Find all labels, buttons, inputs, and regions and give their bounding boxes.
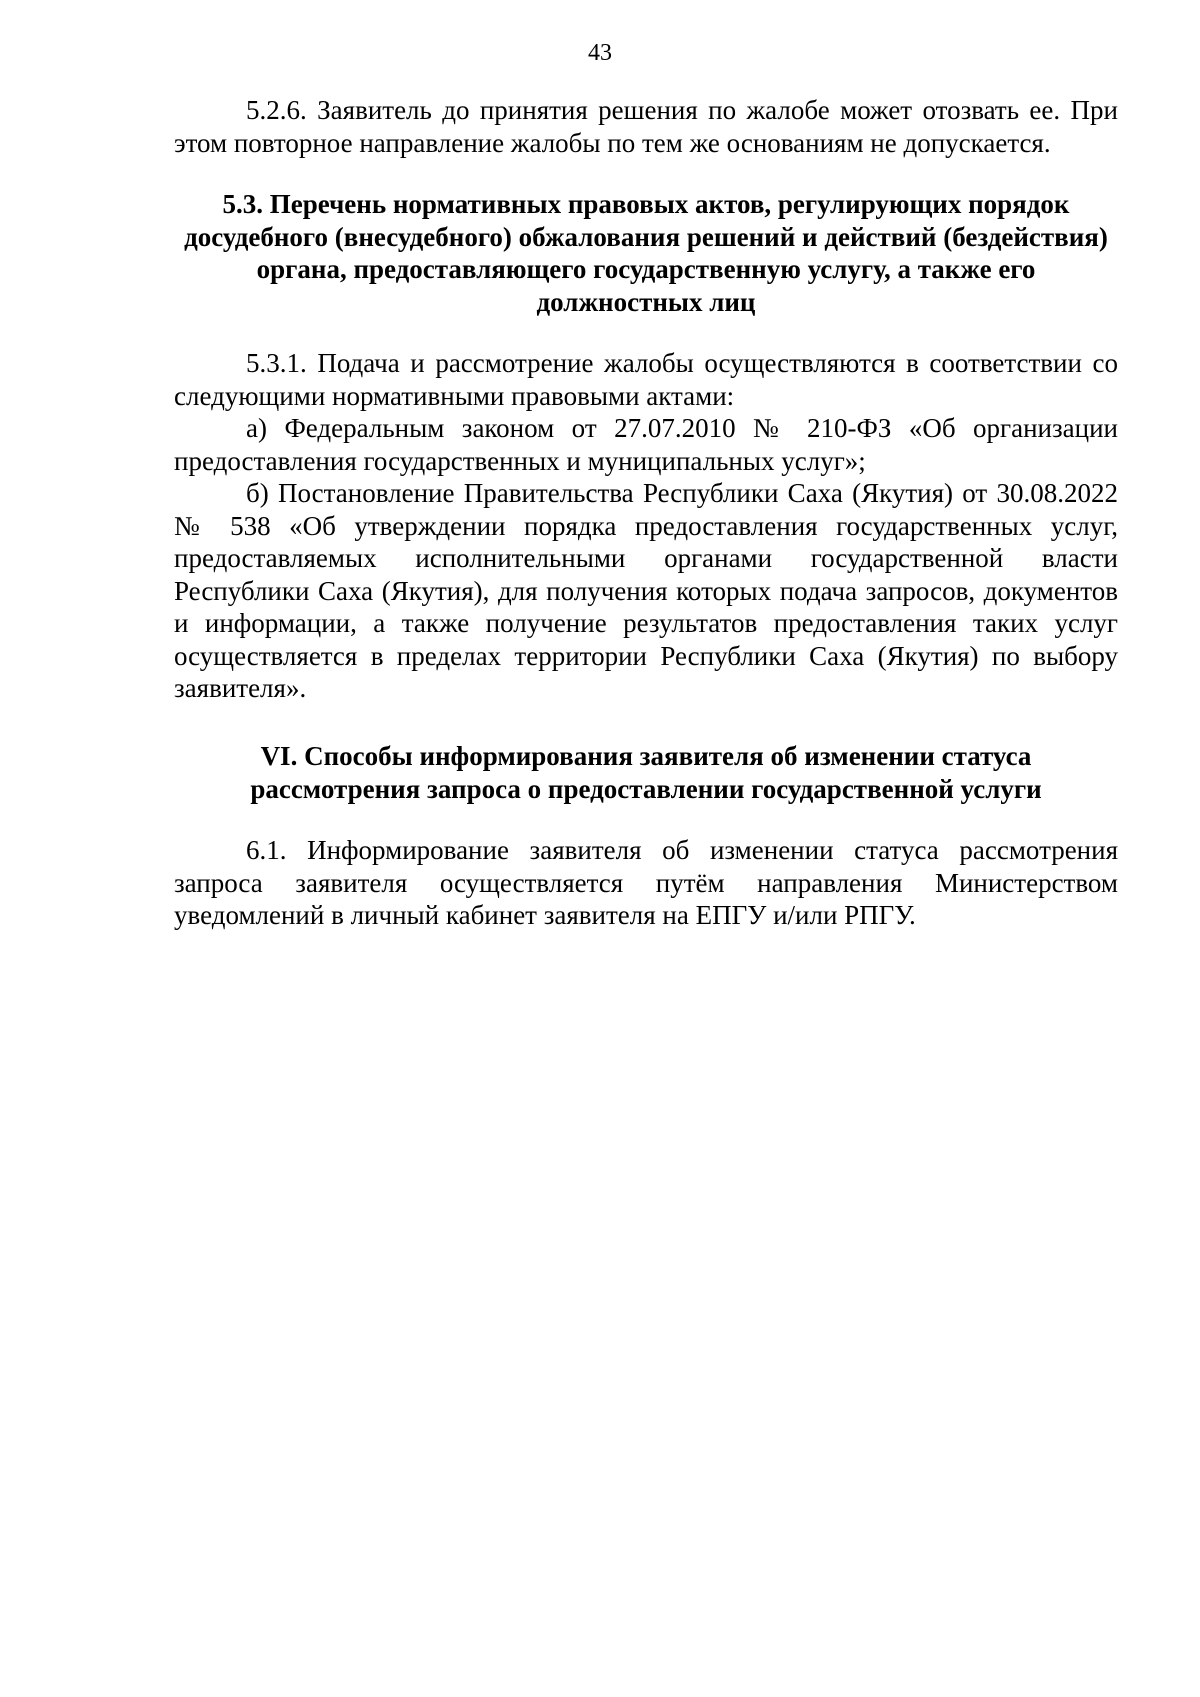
paragraph-5-3-1-a: а) Федеральным законом от 27.07.2010 № 210-ФЗ «Об организации предоставления государственных и муниципальных услуг»; (174, 413, 1118, 476)
paragraph-6-1: 6.1. Информирование заявителя об изменении статуса рассмотрения запроса заявителя осуществляется путём направления Министерством уведомлений в личный кабинет заявителя на ЕПГУ и/или РПГУ. (174, 835, 1118, 930)
section-6-body (174, 834, 1118, 932)
paragraph-5-3-1-b: б) Постановление Правительства Республики Саха (Якутия) от 30.08.2022 № 538 «Об утверждении порядка предоставления государственных услуг, предоставляемых исполнительными органами государственной власти Республики Саха (Якутия), для получения которых подача запросов, документов и информации, а также получение результатов предоставления таких услуг осуществляется в пределах территории Республики Саха (Якутия) по выбору заявителя». (174, 478, 1118, 703)
paragraph-5-2-6: 5.2.6. Заявитель до принятия решения по жалобе может отозвать ее. При этом повторное направление жалобы по тем же основаниям не допускается. (174, 95, 1118, 158)
paragraph-5-2-6-block (174, 94, 1118, 159)
page-number: 43 (588, 40, 612, 66)
paragraph-5-3-1: 5.3.1. Подача и рассмотрение жалобы осуществляются в соответствии со следующими нормативными правовыми актами: (174, 348, 1118, 411)
section-5-3-heading: 5.3. Перечень нормативных правовых актов, регулирующих порядок досудебного (внесудебного) обжалования решений и действий (бездействия) органа, предоставляющего государственную услугу, а также его должностных лиц (184, 189, 1108, 317)
section-6-heading: VI. Способы информирования заявителя об изменении статуса рассмотрения запроса о предоставлении государственной услуги (250, 741, 1042, 804)
section-5-3-body (174, 347, 1118, 705)
